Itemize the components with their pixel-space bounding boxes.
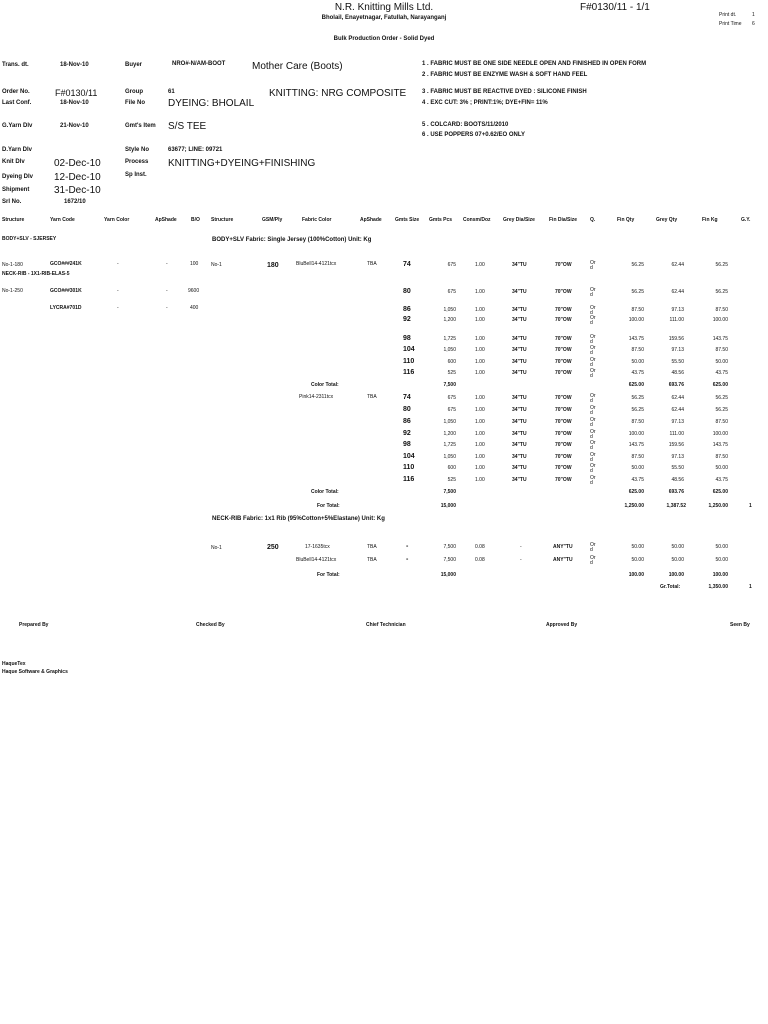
- yarn-shade: -: [166, 305, 168, 311]
- gyarn-dlv: 21-Nov-10: [60, 123, 89, 129]
- gmts-pcs: 525: [447, 370, 456, 376]
- fin-qty: 56.25: [631, 289, 644, 295]
- for-total-fin-kg: 1,250.00: [708, 503, 728, 509]
- for-total-fin-qty: 1,250.00: [624, 503, 644, 509]
- grey-qty: 62.44: [671, 407, 684, 413]
- last-conf-label: Last Conf.: [2, 100, 32, 106]
- fin-qty: 43.75: [631, 477, 644, 483]
- document-title: Bulk Production Order - Solid Dyed: [333, 36, 435, 42]
- grey-qty: 97.13: [671, 307, 684, 313]
- col-apshade: ApShade: [155, 217, 177, 223]
- gmts-pcs: 1,050: [443, 307, 456, 313]
- grey-qty: 62.44: [671, 262, 684, 268]
- neck-for-total-label: For Total:: [317, 572, 340, 578]
- knit-dlv-label: Knit Dlv: [2, 159, 25, 165]
- consm-doz: 0.08: [475, 544, 485, 550]
- fin-kg: 87.50: [715, 454, 728, 460]
- note-item: 6 . USE POPPERS 07+0.62/EO ONLY: [422, 132, 525, 138]
- file-no: DYEING: BHOLAIL: [168, 98, 255, 109]
- consm-doz: 1.00: [475, 289, 485, 295]
- col-gy: G.Y.: [741, 217, 751, 223]
- fin-dia: 70"OW: [555, 317, 572, 323]
- grey-dia: 34"TU: [512, 347, 527, 353]
- fin-kg: 56.25: [715, 395, 728, 401]
- gmts-size: -: [406, 556, 409, 563]
- consm-doz: 1.00: [475, 336, 485, 342]
- fin-qty: 50.00: [631, 359, 644, 365]
- fin-dia: 70"OW: [555, 262, 572, 268]
- quality-code: Or d: [590, 475, 596, 486]
- gmts-pcs: 7,500: [443, 544, 456, 550]
- style-no: 63677; LINE: 09721: [168, 147, 223, 153]
- fin-dia: ANY"TU: [553, 544, 573, 550]
- consm-doz: 1.00: [475, 317, 485, 323]
- gmts-pcs: 1,725: [443, 442, 456, 448]
- gyarn-dlv-label: G.Yarn Dlv: [2, 123, 33, 129]
- fabric-color-shade: TBA: [367, 557, 377, 563]
- fin-kg: 50.00: [715, 544, 728, 550]
- grey-dia: 34"TU: [512, 465, 527, 471]
- consm-doz: 1.00: [475, 431, 485, 437]
- order-no-label: Order No.: [2, 89, 30, 95]
- gmts-pcs: 600: [447, 465, 456, 471]
- note-item: 2 . FABRIC MUST BE ENZYME WASH & SOFT HAND FEEL: [422, 72, 588, 78]
- consm-doz: 1.00: [475, 454, 485, 460]
- fabric-color-shade: TBA: [367, 544, 377, 550]
- print-date-value: 1: [752, 12, 755, 18]
- gmts-pcs: 675: [447, 262, 456, 268]
- gmts-size: 116: [403, 369, 415, 376]
- yarn-color: -: [117, 305, 119, 311]
- neck-for-total-grey-qty: 100.00: [668, 572, 684, 578]
- neck-gsm: 250: [267, 544, 279, 551]
- col-structure: Structure: [2, 217, 25, 223]
- color-total-fin-qty: 625.00: [628, 382, 644, 388]
- gmts-size: 110: [403, 464, 415, 471]
- gmts-pcs: 1,050: [443, 347, 456, 353]
- fin-dia: 70"OW: [555, 419, 572, 425]
- grey-dia: 34"TU: [512, 317, 527, 323]
- quality-code: Or d: [590, 334, 596, 345]
- grey-dia: 34"TU: [512, 370, 527, 376]
- color-total-grey-qty: 693.76: [668, 489, 684, 495]
- signature-approved: Approved By: [546, 622, 578, 628]
- gmts-size: 80: [403, 406, 411, 413]
- fin-dia: 70"OW: [555, 407, 572, 413]
- fin-qty: 143.75: [628, 336, 644, 342]
- gmts-size: 98: [403, 335, 411, 342]
- fin-dia: 70"OW: [555, 395, 572, 401]
- yarn-code: GCO###241K: [50, 261, 82, 267]
- grey-dia: 34"TU: [512, 395, 527, 401]
- fin-kg: 56.25: [715, 289, 728, 295]
- section-heading-body: BODY+SLV Fabric: Single Jersey (100%Cotton) Unit: Kg: [212, 237, 372, 243]
- quality-code: Or d: [590, 429, 596, 440]
- fin-kg: 43.75: [715, 477, 728, 483]
- fin-kg: 87.50: [715, 307, 728, 313]
- fin-dia: 70"OW: [555, 336, 572, 342]
- process-label: Process: [125, 159, 149, 165]
- quality-code: Or d: [590, 393, 596, 404]
- grey-qty: 97.13: [671, 347, 684, 353]
- consm-doz: 0.08: [475, 557, 485, 563]
- yarn-bo: 9600: [188, 288, 200, 294]
- fin-kg: 50.00: [715, 359, 728, 365]
- col-gmts-pcs: Gmts Pcs: [429, 217, 453, 223]
- gmts-pcs: 7,500: [443, 557, 456, 563]
- fin-dia: 70"OW: [555, 431, 572, 437]
- gmts-pcs: 1,050: [443, 454, 456, 460]
- trans-date-label: Trans. dt.: [2, 62, 29, 68]
- order-no: F#0130/11: [55, 88, 98, 98]
- consm-doz: 1.00: [475, 359, 485, 365]
- gmts-pcs: 1,725: [443, 336, 456, 342]
- gmts-size: 104: [403, 453, 415, 460]
- fabric-color-shade: TBA: [367, 394, 377, 400]
- fin-kg: 87.50: [715, 419, 728, 425]
- document-number: F#0130/11 - 1/1: [580, 2, 650, 13]
- neck-for-total-pcs: 15,000: [440, 572, 456, 578]
- fabric-color-name: 17-1635tcx: [305, 544, 330, 550]
- quality-code: Or d: [590, 368, 596, 379]
- gmts-size: 104: [403, 346, 415, 353]
- grey-dia: 34"TU: [512, 262, 527, 268]
- fin-kg: 43.75: [715, 370, 728, 376]
- grand-total-fin-kg: 1,350.00: [708, 584, 728, 590]
- color-total-pcs: 7,500: [443, 489, 456, 495]
- gmts-size: 86: [403, 418, 411, 425]
- fin-qty: 43.75: [631, 370, 644, 376]
- signature-seen: Seen By: [730, 622, 750, 628]
- col-bo: B/O: [191, 217, 200, 223]
- grey-dia: 34"TU: [512, 359, 527, 365]
- col-apshade-2: ApShade: [360, 217, 382, 223]
- buyer-code: NRO#-N/AM-BOOT: [172, 61, 226, 67]
- grey-dia: 34"TU: [512, 477, 527, 483]
- fin-kg: 143.75: [712, 336, 728, 342]
- yarn-shade: -: [166, 261, 168, 267]
- fin-qty: 87.50: [631, 454, 644, 460]
- grey-qty: 48.56: [671, 477, 684, 483]
- yarn-structure: No-1-180: [2, 262, 23, 268]
- grey-qty: 111.00: [669, 431, 684, 437]
- quality-code: Or d: [590, 440, 596, 451]
- col-q: Q.: [590, 217, 596, 223]
- gmts-size: -: [406, 543, 409, 550]
- yarn-substructure: NECK-RIB - 1X1-RIB-ELAS-5: [2, 271, 70, 277]
- group-value: 61: [168, 89, 175, 95]
- color-total-grey-qty: 693.76: [668, 382, 684, 388]
- grey-dia: 34"TU: [512, 289, 527, 295]
- grey-dia: 34"TU: [512, 419, 527, 425]
- gmts-pcs: 675: [447, 289, 456, 295]
- neck-structure: No-1: [211, 545, 222, 551]
- grey-dia: -: [520, 557, 522, 563]
- knitting-line: KNITTING: NRG COMPOSITE: [269, 88, 407, 99]
- color-total-pcs: 7,500: [443, 382, 456, 388]
- grey-qty: 48.56: [671, 370, 684, 376]
- yarn-structure-2: No-1: [211, 262, 222, 268]
- fabric-color-name: BluBell14-4121tcx: [296, 557, 337, 563]
- col-fin-dia: Fin Dia/Size: [549, 217, 578, 223]
- gmts-pcs: 600: [447, 359, 456, 365]
- for-total-grey-qty: 1,387.52: [666, 503, 686, 509]
- note-item: 1 . FABRIC MUST BE ONE SIDE NEEDLE OPEN AND FINISHED IN OPEN FORM: [422, 61, 647, 67]
- col-gmts-size: Gmts Size: [395, 217, 420, 223]
- gmts-pcs: 675: [447, 407, 456, 413]
- fin-kg: 100.00: [712, 317, 728, 323]
- fin-kg: 50.00: [715, 465, 728, 471]
- quality-code: Or d: [590, 315, 596, 326]
- consm-doz: 1.00: [475, 442, 485, 448]
- print-date-label: Print dt.: [719, 12, 737, 18]
- col-structure-2: Structure: [211, 217, 234, 223]
- footer-brand: HaqueTex: [2, 661, 26, 667]
- grey-qty: 62.44: [671, 395, 684, 401]
- gmts-pcs: 1,050: [443, 419, 456, 425]
- last-conf: 18-Nov-10: [60, 100, 89, 106]
- fin-dia: ANY"TU: [553, 557, 573, 563]
- yarn-color: -: [117, 261, 119, 267]
- trans-date: 18-Nov-10: [60, 62, 89, 68]
- signature-prepared: Prepared By: [19, 622, 49, 628]
- grey-qty: 55.50: [671, 359, 684, 365]
- fin-kg: 56.25: [715, 262, 728, 268]
- color-total-fin-kg: 625.00: [712, 489, 728, 495]
- gmts-size: 98: [403, 441, 411, 448]
- grey-qty: 159.56: [668, 442, 684, 448]
- gmts-size: 110: [403, 358, 415, 365]
- fin-dia: 70"OW: [555, 359, 572, 365]
- fin-kg: 143.75: [712, 442, 728, 448]
- quality-code: Or d: [590, 305, 596, 316]
- fin-dia: 70"OW: [555, 307, 572, 313]
- grey-dia: 34"TU: [512, 407, 527, 413]
- fin-qty: 87.50: [631, 347, 644, 353]
- consm-doz: 1.00: [475, 347, 485, 353]
- fin-qty: 100.00: [628, 317, 644, 323]
- col-yarn-color: Yarn Color: [104, 217, 130, 223]
- fin-qty: 87.50: [631, 307, 644, 313]
- color-total-label: Color Total:: [311, 489, 339, 495]
- quality-code: Or d: [590, 345, 596, 356]
- fin-kg: 100.00: [712, 431, 728, 437]
- yarn-color: -: [117, 288, 119, 294]
- group-label: Group: [125, 89, 143, 95]
- yarn-shade: -: [166, 288, 168, 294]
- color-total-fin-kg: 625.00: [712, 382, 728, 388]
- sp-inst-label: Sp Inst.: [125, 172, 147, 178]
- col-grey-qty: Grey Qty: [656, 217, 678, 223]
- col-consm: Consm/Doz: [463, 217, 491, 223]
- fin-qty: 56.25: [631, 407, 644, 413]
- company-name: N.R. Knitting Mills Ltd.: [334, 2, 434, 13]
- print-time-label: Print Time: [719, 21, 742, 27]
- note-item: 3 . FABRIC MUST BE REACTIVE DYED : SILICONE FINISH: [422, 89, 587, 95]
- quality-code: Or d: [590, 405, 596, 416]
- fabric-color-name: BluBell14-4121tcx: [296, 261, 337, 267]
- col-yarn-code: Yarn Code: [50, 217, 75, 223]
- quality-code: Or d: [590, 287, 596, 298]
- gmts-item-label: Gmt's Item: [125, 123, 156, 129]
- note-item: 5 . COLCARD: BOOTS/11/2010: [422, 122, 509, 128]
- dyeing-dlv-label: Dyeing Dlv: [2, 174, 34, 180]
- fin-qty: 50.00: [631, 544, 644, 550]
- gmts-pcs: 525: [447, 477, 456, 483]
- process-value: KNITTING+DYEING+FINISHING: [168, 158, 316, 169]
- for-total-pcs: 15,000: [440, 503, 456, 509]
- fin-dia: 70"OW: [555, 442, 572, 448]
- signature-chief: Chief Technician: [366, 622, 406, 628]
- col-fin-qty: Fin Qty: [617, 217, 635, 223]
- fin-qty: 56.25: [631, 395, 644, 401]
- yarn-structure: No-1-250: [2, 288, 23, 294]
- fin-dia: 70"OW: [555, 370, 572, 376]
- gmts-size: 74: [403, 394, 411, 401]
- yarn-bo: 100: [190, 261, 199, 267]
- grey-qty: 111.00: [669, 317, 684, 323]
- fin-dia: 70"OW: [555, 454, 572, 460]
- yarn-gsm: 180: [267, 262, 279, 269]
- gmts-size: 80: [403, 288, 411, 295]
- fin-qty: 56.25: [631, 262, 644, 268]
- quality-code: Or d: [590, 260, 596, 271]
- col-gsm: GSM/Ply: [262, 217, 283, 223]
- grey-qty: 55.50: [671, 465, 684, 471]
- grey-dia: 34"TU: [512, 454, 527, 460]
- fin-qty: 87.50: [631, 419, 644, 425]
- grey-dia: 34"TU: [512, 431, 527, 437]
- dyeing-dlv: 12-Dec-10: [54, 172, 101, 183]
- quality-code: Or d: [590, 463, 596, 474]
- gmts-size: 92: [403, 430, 411, 437]
- knit-dlv: 02-Dec-10: [54, 158, 101, 169]
- style-no-label: Style No: [125, 147, 150, 153]
- file-no-label: File No: [125, 100, 146, 106]
- fin-dia: 70"OW: [555, 347, 572, 353]
- fin-qty: 100.00: [628, 431, 644, 437]
- consm-doz: 1.00: [475, 307, 485, 313]
- for-total-label: For Total:: [317, 503, 340, 509]
- grey-qty: 62.44: [671, 289, 684, 295]
- fin-dia: 70"OW: [555, 477, 572, 483]
- section-left-label: BODY+SLV - SJERSEY: [2, 236, 57, 242]
- dyarn-dlv-label: D.Yarn Dlv: [2, 147, 33, 153]
- print-time-value: 6: [752, 21, 755, 27]
- quality-code: Or d: [590, 555, 596, 566]
- quality-code: Or d: [590, 357, 596, 368]
- col-fabric-color: Fabric Color: [302, 217, 332, 223]
- shipment: 31-Dec-10: [54, 185, 101, 196]
- grey-dia: 34"TU: [512, 442, 527, 448]
- yarn-code: GCO###301K: [50, 288, 82, 294]
- fabric-color-shade: TBA: [367, 261, 377, 267]
- grey-qty: 50.00: [671, 544, 684, 550]
- yarn-code: LYCRA#701D: [50, 305, 82, 311]
- gmts-pcs: 675: [447, 395, 456, 401]
- grand-total-label: Gr.Total:: [660, 584, 681, 590]
- fabric-color-name: Pink14-2311tcx: [299, 394, 334, 400]
- quality-code: Or d: [590, 452, 596, 463]
- consm-doz: 1.00: [475, 477, 485, 483]
- consm-doz: 1.00: [475, 395, 485, 401]
- consm-doz: 1.00: [475, 407, 485, 413]
- fin-kg: 56.25: [715, 407, 728, 413]
- grey-qty: 50.00: [671, 557, 684, 563]
- consm-doz: 1.00: [475, 262, 485, 268]
- fin-qty: 50.00: [631, 465, 644, 471]
- srl-no: 1672/10: [64, 199, 86, 205]
- grey-dia: 34"TU: [512, 307, 527, 313]
- note-item: 4 . EXC CUT: 3% ; PRINT:1%; DYE+FIN= 11%: [422, 100, 548, 106]
- grey-dia: -: [520, 544, 522, 550]
- color-total-label: Color Total:: [311, 382, 339, 388]
- grand-total-gy: 1: [749, 584, 752, 590]
- neck-for-total-fin-qty: 100.00: [628, 572, 644, 578]
- gmts-size: 116: [403, 476, 415, 483]
- consm-doz: 1.00: [475, 419, 485, 425]
- grey-qty: 97.13: [671, 419, 684, 425]
- yarn-bo: 400: [190, 305, 199, 311]
- col-fin-kg: Fin Kg: [702, 217, 718, 223]
- gmts-item: S/S TEE: [168, 121, 207, 132]
- consm-doz: 1.00: [475, 465, 485, 471]
- fin-kg: 50.00: [715, 557, 728, 563]
- section-heading-neck: NECK-RIB Fabric: 1x1 Rib (95%Cotton+5%Elastane) Unit: Kg: [212, 516, 385, 522]
- quality-code: Or d: [590, 417, 596, 428]
- fin-qty: 143.75: [628, 442, 644, 448]
- grey-qty: 97.13: [671, 454, 684, 460]
- for-total-gy: 1: [749, 503, 752, 509]
- gmts-pcs: 1,200: [443, 431, 456, 437]
- buyer-name: Mother Care (Boots): [252, 61, 343, 72]
- grey-qty: 159.56: [668, 336, 684, 342]
- gmts-size: 74: [403, 261, 411, 268]
- gmts-pcs: 1,200: [443, 317, 456, 323]
- fin-kg: 87.50: [715, 347, 728, 353]
- fin-dia: 70"OW: [555, 289, 572, 295]
- consm-doz: 1.00: [475, 370, 485, 376]
- footer-company: Haque Software & Graphics: [2, 669, 68, 675]
- neck-for-total-fin-kg: 100.00: [712, 572, 728, 578]
- gmts-size: 92: [403, 316, 411, 323]
- gmts-size: 86: [403, 306, 411, 313]
- fin-dia: 70"OW: [555, 465, 572, 471]
- color-total-fin-qty: 625.00: [628, 489, 644, 495]
- grey-dia: 34"TU: [512, 336, 527, 342]
- quality-code: Or d: [590, 542, 596, 553]
- col-grey-dia: Grey Dia/Size: [503, 217, 535, 223]
- fin-qty: 50.00: [631, 557, 644, 563]
- signature-checked: Checked By: [196, 622, 225, 628]
- shipment-label: Shipment: [2, 187, 30, 193]
- srl-no-label: Srl No.: [2, 199, 22, 205]
- buyer-label: Buyer: [125, 62, 143, 68]
- company-address: Bholail, Enayetnagar, Fatullah, Narayanganj: [321, 15, 447, 21]
